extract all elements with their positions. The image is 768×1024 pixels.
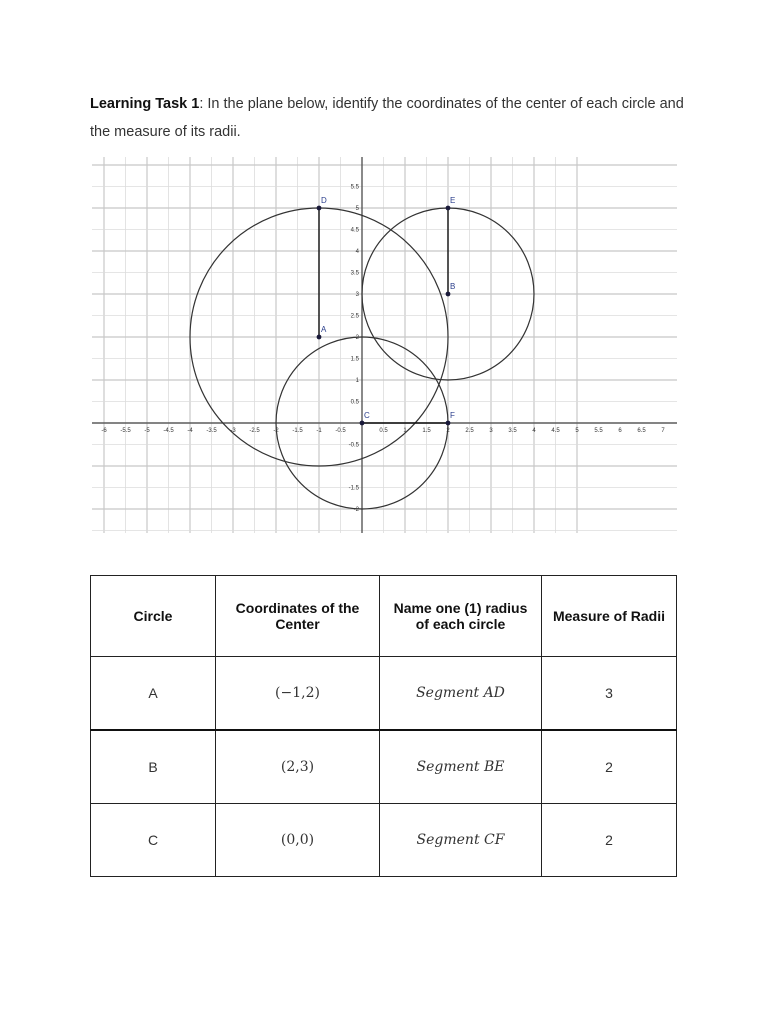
x-tick-label: -3.5 bbox=[206, 428, 217, 434]
header-radius: Name one (1) radius of each circle bbox=[380, 576, 542, 657]
x-tick-label: 5.5 bbox=[594, 428, 603, 434]
y-tick-label: 0.5 bbox=[350, 399, 359, 406]
y-tick-label: 2.5 bbox=[350, 313, 359, 320]
point-label: C bbox=[364, 411, 370, 420]
x-tick-label: 1.5 bbox=[422, 428, 431, 434]
cell-radius: Segment CF bbox=[380, 804, 542, 877]
x-tick-label: -4 bbox=[187, 428, 193, 434]
cell-circle: B bbox=[91, 730, 216, 804]
y-tick-label: 5 bbox=[355, 206, 359, 212]
point-e bbox=[446, 206, 451, 211]
header-circle: Circle bbox=[91, 576, 216, 657]
point-f bbox=[446, 421, 451, 426]
x-tick-label: 4.5 bbox=[551, 428, 560, 434]
y-tick-label: 4.5 bbox=[350, 227, 359, 234]
x-tick-label: -5.5 bbox=[120, 428, 131, 434]
cell-center: (0,0) bbox=[216, 804, 380, 877]
x-tick-label: -5 bbox=[144, 428, 150, 434]
cell-measure: 2 bbox=[542, 730, 677, 804]
x-tick-label: -0.5 bbox=[335, 428, 346, 434]
x-tick-label: 0.5 bbox=[379, 428, 388, 434]
x-tick-label: 4 bbox=[532, 428, 536, 434]
header-measure: Measure of Radii bbox=[542, 576, 677, 657]
y-tick-label: -1.5 bbox=[348, 485, 359, 492]
x-tick-label: 5 bbox=[575, 428, 579, 434]
cell-circle: A bbox=[91, 657, 216, 731]
x-tick-label: -2.5 bbox=[249, 428, 260, 434]
table-row bbox=[91, 730, 677, 804]
point-a bbox=[317, 335, 322, 340]
y-tick-label: 4 bbox=[355, 249, 359, 255]
x-tick-label: 2.5 bbox=[465, 428, 474, 434]
y-tick-label: 3.5 bbox=[350, 270, 359, 277]
x-tick-label: -3 bbox=[230, 428, 236, 434]
y-tick-label: 2 bbox=[355, 335, 359, 341]
answer-table bbox=[90, 575, 677, 877]
task-text: : In the plane below, identify the coordinates of the center of each circle and the measure of its radii. bbox=[90, 96, 684, 140]
table-header-row bbox=[91, 576, 677, 657]
y-tick-label: -2 bbox=[353, 507, 359, 513]
y-tick-label: 5.5 bbox=[350, 184, 359, 191]
cell-radius: Segment AD bbox=[380, 657, 542, 731]
point-label: B bbox=[450, 282, 456, 291]
x-tick-label: -1 bbox=[316, 428, 322, 434]
cell-measure: 3 bbox=[542, 657, 677, 731]
cell-center: (2,3) bbox=[216, 730, 380, 804]
x-tick-label: 6.5 bbox=[637, 428, 646, 434]
x-tick-label: -1.5 bbox=[292, 428, 303, 434]
point-label: D bbox=[321, 196, 327, 205]
cell-circle: C bbox=[91, 804, 216, 877]
x-tick-label: -2 bbox=[273, 428, 279, 434]
x-tick-label: 6 bbox=[618, 428, 622, 434]
point-d bbox=[317, 206, 322, 211]
x-tick-label: 3 bbox=[489, 428, 493, 434]
y-tick-label: 3 bbox=[355, 292, 359, 298]
table-row bbox=[91, 657, 677, 731]
header-center: Coordinates of the Center bbox=[216, 576, 380, 657]
point-label: E bbox=[450, 196, 456, 205]
y-tick-label: -0.5 bbox=[348, 442, 359, 449]
point-b bbox=[446, 292, 451, 297]
point-label: A bbox=[321, 325, 327, 334]
x-tick-label: -4.5 bbox=[163, 428, 174, 434]
task-label: Learning Task 1 bbox=[90, 96, 200, 112]
x-tick-label: 2 bbox=[446, 428, 450, 434]
x-tick-label: -6 bbox=[101, 428, 107, 434]
y-tick-label: 1.5 bbox=[350, 356, 359, 363]
x-tick-label: 7 bbox=[661, 428, 665, 434]
y-tick-label: 1 bbox=[355, 378, 359, 384]
cell-center: (−1,2) bbox=[216, 657, 380, 731]
point-label: F bbox=[450, 411, 455, 420]
table-row bbox=[91, 804, 677, 877]
x-tick-label: 3.5 bbox=[508, 428, 517, 434]
x-tick-label: 1 bbox=[403, 428, 407, 434]
point-c bbox=[360, 421, 365, 426]
cell-measure: 2 bbox=[542, 804, 677, 877]
plot-area bbox=[92, 157, 677, 533]
cell-radius: Segment BE bbox=[380, 730, 542, 804]
